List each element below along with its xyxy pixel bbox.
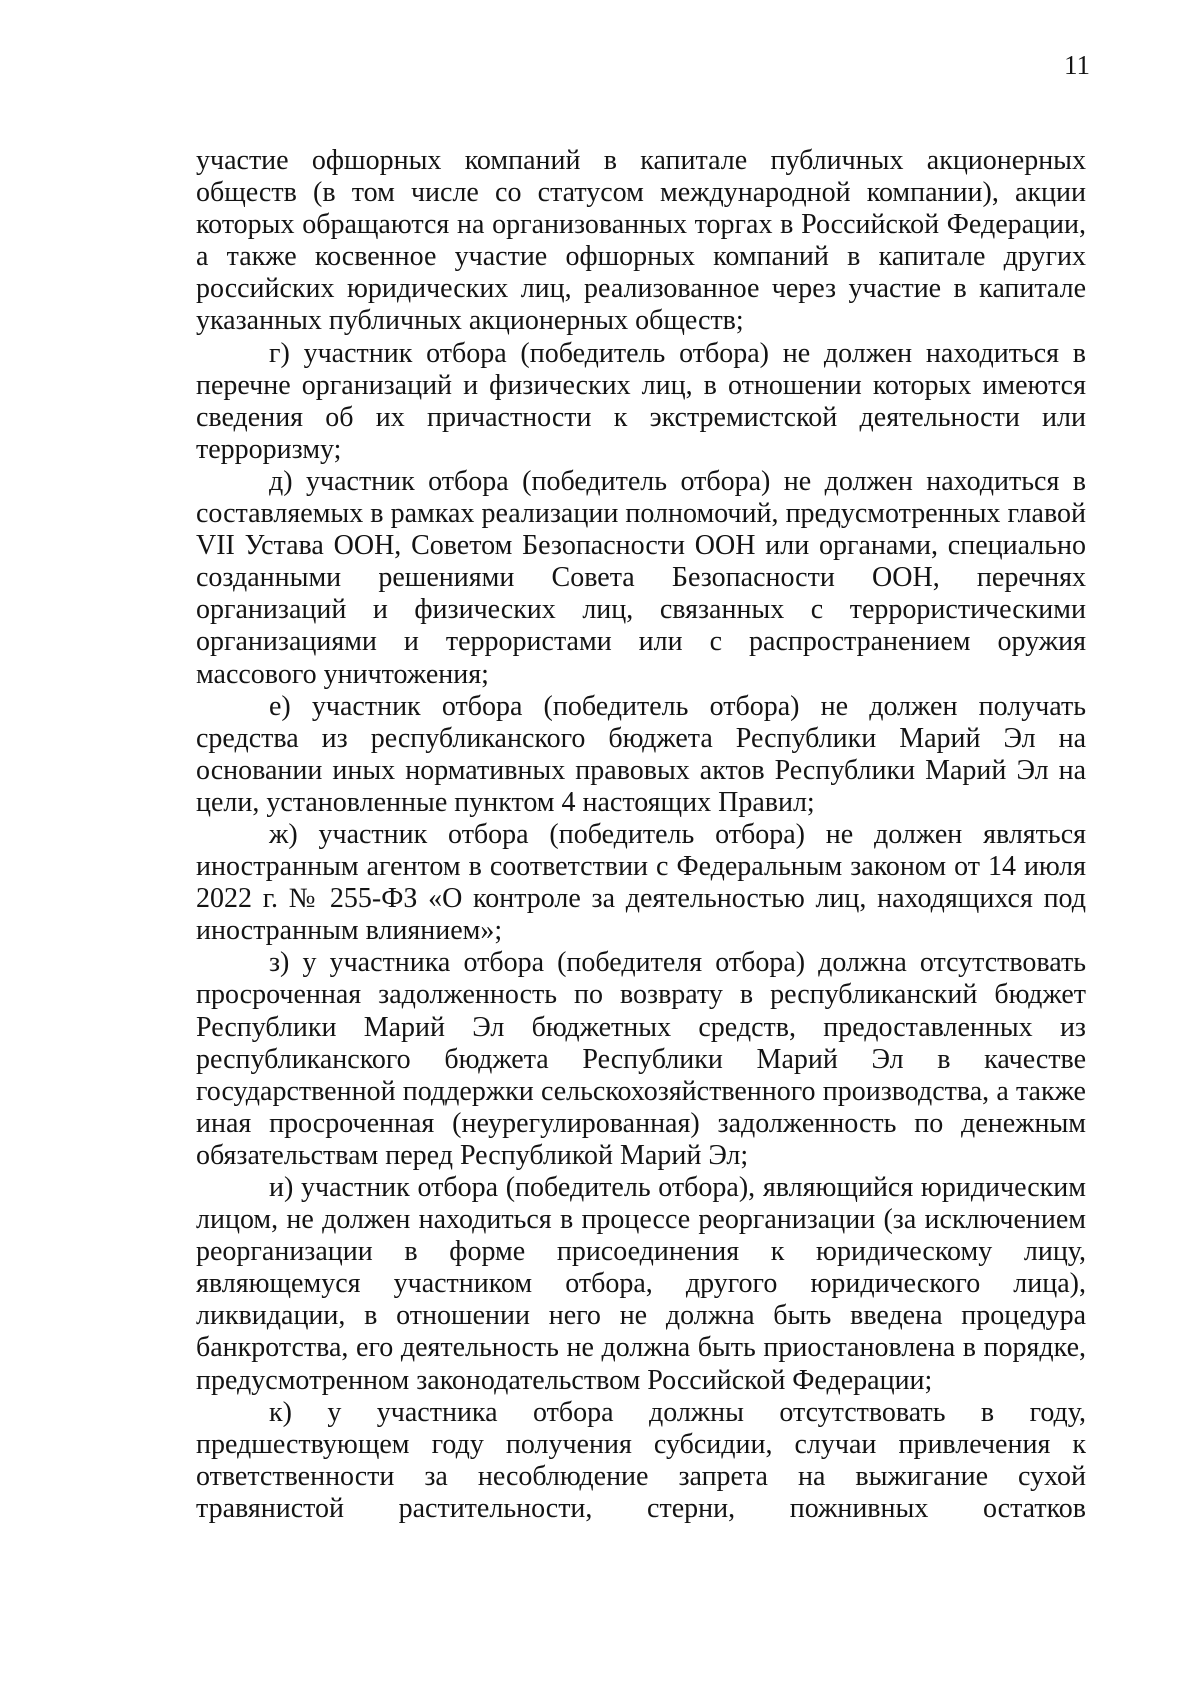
paragraph-item-e: е) участник отбора (победитель отбора) не должен получать средства из республиканского бюджета Республики Марий Эл на основании иных нормативных правовых актов Республики Марий Эл на цели, установленные пунктом 4 настоящих Правил;: [196, 690, 1086, 818]
paragraph-offshore-participation: участие офшорных компаний в капитале публичных акционерных обществ (в том числе со статусом международной компании), акции которых обращаются на организованных торгах в Российской Федерации, а также косвенное участие офшорных компаний в капитале других российских юридических лиц, реализованное через участие в капитале указанных публичных акционерных обществ;: [196, 145, 1086, 337]
paragraph-item-i: и) участник отбора (победитель отбора), являющийся юридическим лицом, не должен находиться в процессе реорганизации (за исключением реорганизации в форме присоединения к юридическому лицу, являющемуся участником отбора, другого юридического лица), ликвидации, в отношении него не должна быть введена процедура банкротства, его деятельность не должна быть приостановлена в порядке, предусмотренном законодательством Российской Федерации;: [196, 1172, 1086, 1396]
paragraph-item-g: г) участник отбора (победитель отбора) не должен находиться в перечне организаций и физических лиц, в отношении которых имеются сведения об их причастности к экстремистской деятельности или терроризму;: [196, 337, 1086, 465]
document-body: [196, 145, 1086, 1525]
paragraph-item-z: з) у участника отбора (победителя отбора) должна отсутствовать просроченная задолженность по возврату в республиканский бюджет Республики Марий Эл бюджетных средств, предоставленных из республиканского бюджета Республики Марий Эл в качестве государственной поддержки сельскохозяйственного производства, а также иная просроченная (неурегулированная) задолженность по денежным обязательствам перед Республикой Марий Эл;: [196, 947, 1086, 1171]
paragraph-item-d: д) участник отбора (победитель отбора) не должен находиться в составляемых в рамках реализации полномочий, предусмотренных главой VII Устава ООН, Советом Безопасности ООН или органами, специально созданными решениями Совета Безопасности ООН, перечнях организаций и физических лиц, связанных с террористическими организациями и террористами или с распространением оружия массового уничтожения;: [196, 465, 1086, 690]
paragraph-item-k: к) у участника отбора должны отсутствовать в году, предшествующем году получения субсидии, случаи привлечения к ответственности за несоблюдение запрета на выжигание сухой травянистой растительности, стерни, пожнивных остатков: [196, 1396, 1086, 1524]
paragraph-item-zh: ж) участник отбора (победитель отбора) не должен являться иностранным агентом в соответствии с Федеральным законом от 14 июля 2022 г. № 255-ФЗ «О контроле за деятельностью лиц, находящихся под иностранным влиянием»;: [196, 818, 1086, 947]
page-number: 11: [1064, 50, 1090, 80]
